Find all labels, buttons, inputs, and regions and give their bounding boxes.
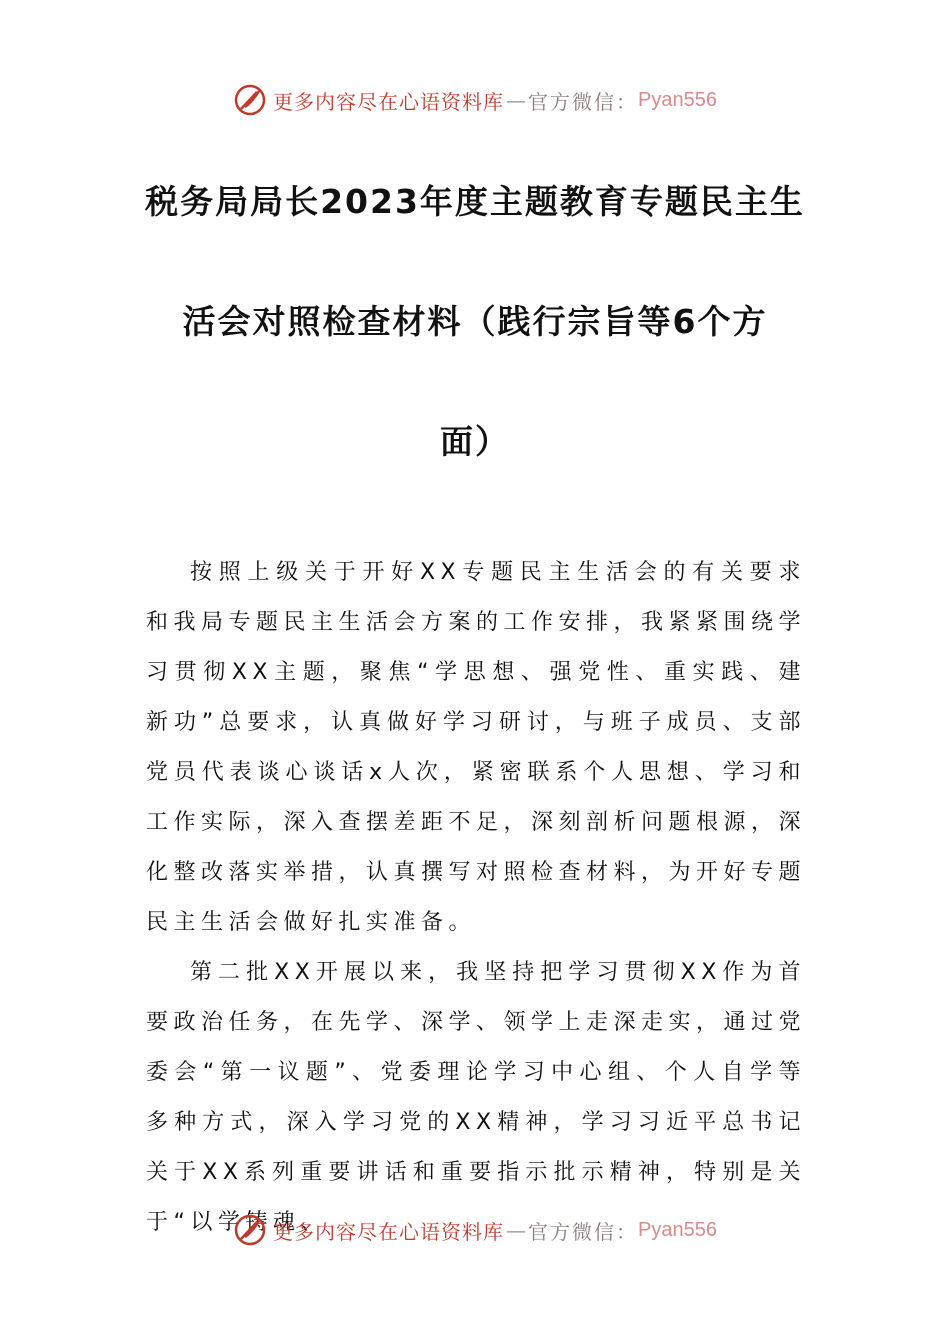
watermark-banner-top	[0, 80, 950, 120]
document-title-line-1: 税务局局长2023年度主题教育专题民主生	[145, 182, 805, 221]
watermark-label: 官方微信：	[528, 1219, 639, 1244]
watermark-label: 官方微信：	[528, 89, 639, 114]
watermark-dash: —	[506, 88, 527, 112]
document-title-line-3: 面）	[440, 422, 510, 461]
watermark-text: 更多内容尽在心语资料库	[273, 1219, 505, 1244]
paragraph-2: 第二批XX开展以来，我坚持把学习贯彻XX作为首要政治任务，在先学、深学、领学上走深走实，通过党委会“第一议题”、党委理论学习中心组、个人自学等多种方式，深入学习党的XX精神，学习习近平总书记关于XX系列重要讲话和重要指示批示精神，特别是关于“以学铸魂、	[146, 960, 807, 1235]
document-body	[146, 548, 806, 1248]
watermark-id: Pyan556	[638, 1218, 717, 1241]
quill-logo-icon	[233, 83, 267, 117]
watermark-dash: —	[506, 1218, 527, 1242]
watermark-id: Pyan556	[638, 88, 717, 111]
watermark-text: 更多内容尽在心语资料库	[273, 89, 505, 114]
watermark-banner-bottom	[0, 1210, 950, 1250]
quill-logo-icon	[233, 1213, 267, 1247]
paragraph-1: 按照上级关于开好XX专题民主生活会的有关要求和我局专题民主生活会方案的工作安排，我紧紧围绕学习贯彻XX主题，聚焦“学思想、强党性、重实践、建新功”总要求，认真做好学习研讨，与班子成员、支部党员代表谈心谈话x人次，紧密联系个人思想、学习和工作实际，深入查摆差距不足，深刻剖析问题根源，深化整改落实举措，认真撰写对照检查材料，为开好专题民主生活会做好扎实准备。	[146, 560, 807, 935]
document-title-line-2: 活会对照检查材料（践行宗旨等6个方	[182, 302, 768, 341]
